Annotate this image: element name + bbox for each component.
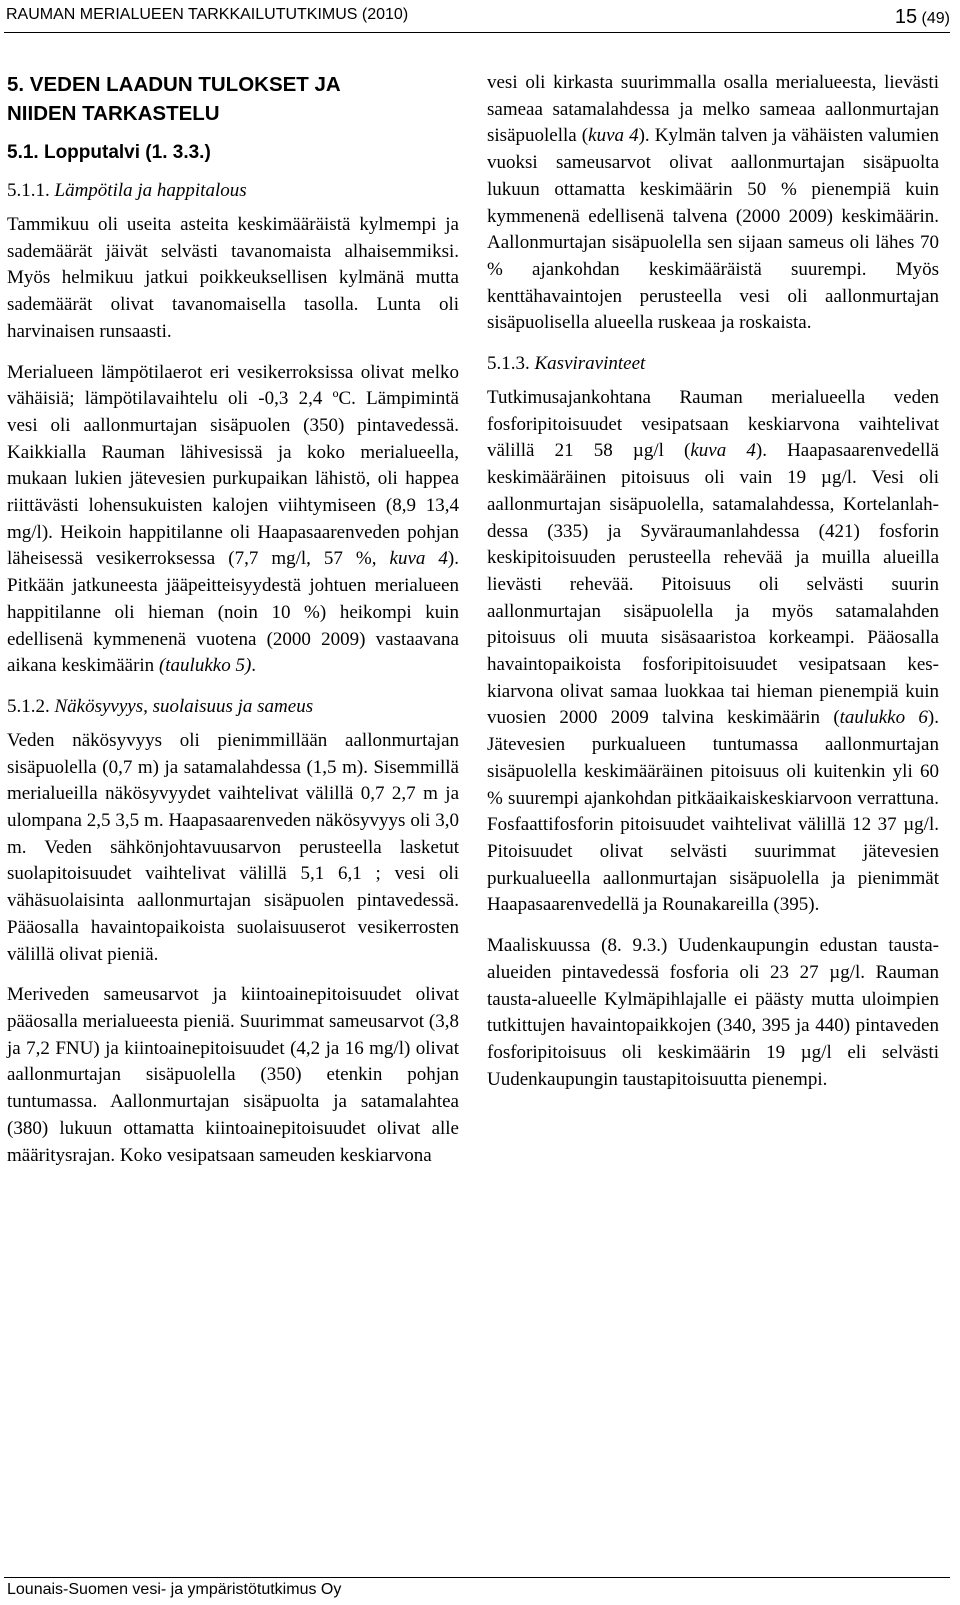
text-run: Merialueen lämpötilaerot eri vesikerroksissa olivat melko vähäisiä; lämpötilavaihtelu oli -0,3 2,4 ºC. Lämpimintä vesi oli aallonmurtajan sisäpuolen (350) pintavedessä. Kaikkialla Rauman lähivesissä ja koko merialueella, mukaan lukien jätevesien purkupaikan lähistö, oli happea riittävästi lohensukuisten kalojen viihtymiseen (8,9 13,4 mg/l). Heikoin happitilanne oli Haapasaarenveden pohjan läheisessä vesikerroksessa (7,7 mg/l, 57 %, — [7, 361, 459, 570]
table-reference: taulukko 6 — [839, 707, 928, 729]
text-run: . — [251, 655, 257, 677]
subsubsection-heading-512 — [7, 694, 459, 720]
figure-reference: kuva 4 — [690, 440, 756, 462]
heading-title: Näkösyvyys, suolaisuus ja sameus — [54, 695, 314, 717]
footer-rule — [4, 1577, 950, 1578]
text-run: ). Kylmän talven ja vähäisten valumien vuoksi sameusarvot olivat aallonmurtajan sisäpuolta lukuun ottamatta keskimäärin 50 % pienempiä kuin kymmenenä edellisenä talvena (2000 2009) keskimäärin. Aallonmurtajan sisäpuolella sen sijaan sameus oli lähes 70 % ajankohdan keskimääräistä suurempi. Myös kenttähavaintojen perusteella vesi oli aallonmurtajan sisäpuolisella alueella ruskeaa ja roskaista. — [487, 125, 939, 334]
section-heading-line1: 5. VEDEN LAADUN TULOKSET JA — [7, 73, 341, 96]
header-page — [895, 6, 950, 29]
heading-title: Kasviravinteet — [534, 353, 646, 375]
left-column — [7, 70, 459, 1183]
section-heading — [7, 70, 459, 128]
header-rule — [4, 32, 950, 33]
right-column — [487, 70, 939, 1107]
subsubsection-heading-511 — [7, 178, 459, 204]
figure-reference: kuva 4 — [389, 548, 448, 570]
heading-number: 5.1.1. — [7, 180, 50, 201]
paragraph-oxygen — [7, 360, 459, 680]
subsection-heading: 5.1. Lopputalvi (1. 3.3.) — [7, 142, 211, 163]
text-run: ). Jätevesien purkualueen tuntumassa aallonmurtajan sisäpuolella keskimääräinen pitoisuus oli kuitenkin yli 60 % suurempi ajankohdan pitkäaikaiskeskiarvoon verrattuna. Fosfaattifosforin pitoisuudet vaihtelivat välillä 12 37 µg/l. Pitoisuudet olivat selvästi suurimmat jätevesien purkualueella aallonmurtajan sisäpuolella ja pienimmät Haapasaarenvedellä ja Rounakareilla (395). — [487, 707, 939, 916]
text-run: ). Pitkään jatkuneesta jääpeitteisyydestä johtuen merialueen happitilanne oli hieman (noin 10 %) heikompi kuin edellisenä kymmenenä vuotena (2000 2009) vastaavana aikana keskimäärin — [7, 548, 459, 677]
paragraph-march: Maaliskuussa (8. 9.3.) Uudenkaupungin edustan tausta-alueiden pintavedessä fosforia oli 23 27 µg/l. Rauman tausta-alueelle Kylmäpihlajalle ei päästy mutta uloimpien tutkittujen havaintopaikkojen (340, 395 ja 440) pintaveden fosforipitoisuus oli keskimäärin 19 µg/l eli selvästi Uudenkaupungin taustapitoisuutta pienempi. — [487, 935, 939, 1090]
paragraph-turbidity: Meriveden sameusarvot ja kiintoainepitoisuudet olivat pääosalla merialueesta pieniä. Suurimmat sameusarvot (3,8 ja 7,2 FNU) ja kiintoainepitoisuudet (4,2 ja 16 mg/l) olivat aallonmurtajan sisäpuolella (350) etenkin pohjan tuntumassa. Aallonmurtajan sisäpuolta ja satamalahtea (380) lukuun ottamatta kiintoainepitoisuudet olivat alle määritysrajan. Koko vesipatsaan sameuden keskiarvona — [7, 984, 459, 1166]
text-run: Tutkimusajankohtana Rauman merialueella veden fosforipitoisuudet vesipatsaan keskiarvona vaihtelivat välillä 21 58 µg/l ( — [487, 387, 939, 462]
header-title: RAUMAN MERIALUEEN TARKKAILUTUTKIMUS (2010) — [6, 6, 409, 23]
page-number: 15 — [894, 6, 918, 28]
paragraph-visibility: Veden näkösyvyys oli pienimmillään aallonmurtajan sisäpuolella (0,7 m) ja satamalahdessa (1,5 m). Sisemmillä merialueilla näkösyvyydet vaihtelivat välillä 0,7 2,7 m ja ulompana 2,5 3,5 m. Haapasaarenveden näkösyvyys oli 3,0 m. Veden sähkönjohtavuusarvon perusteella lasketut suolapitoisuudet vaihtelivat välillä 5,1 6,1 ; vesi oli vähäsuolaisinta aallonmurtajan sisäpuolen pintavedessä. Pääosalla havaintopaikoista suolaisuuserot vesikerrosten välillä olivat pieniä. — [7, 729, 459, 965]
text-run: ). Haapasaarenvedellä keskimääräinen pitoisuus oli vain 19 µg/l. Vesi oli aallonmurtajan sisäpuolella, satamalahdessa, Kortelanlahdessa (335) ja Syväraumanlahdessa (421) fosforin keskipitoisuuden perusteella rehevää ja muilla alueilla lievästi rehevää. Pitoisuus oli selvästi suurin aallonmurtajan sisäpuolella ja myös satamalahden pitoisuus oli muuta sisäsaaristoa korkeampi. Pääosalla havaintopaikoista fosforipitoisuudet vesipatsaan keskiarvona olivat samaa luokkaa tai hieman pienempiä kuin vuosien 2000 2009 talvina keskimäärin ( — [487, 440, 939, 729]
figure-reference: kuva 4 — [588, 125, 639, 147]
heading-number: 5.1.2. — [7, 695, 50, 717]
footer-organization: Lounais-Suomen vesi- ja ympäristötutkimus Oy — [7, 1581, 342, 1598]
heading-title: Lämpötila ja happitalous — [54, 180, 247, 201]
table-reference: (taulukko 5) — [158, 655, 252, 677]
subsubsection-heading-513 — [487, 351, 939, 377]
paragraph-nutrients — [487, 385, 939, 919]
running-header — [6, 6, 950, 30]
heading-number: 5.1.3. — [487, 353, 530, 375]
paragraph-temperature: Tammikuu oli useita asteita keskimääräistä kylmempi ja sademäärät jäivät selvästi tavanomaista alhaisemmiksi. Myös helmikuu jatkui poikkeuksellisen kylmänä mutta sademäärät olivat tavanomaisella tasolla. Lunta oli harvinaisen runsaasti. — [7, 214, 459, 342]
section-heading-line2: NIIDEN TARKASTELU — [7, 102, 220, 125]
text-run: vesi oli kirkasta suurimmalla osalla merialueesta, lievästi sameaa satamalahdessa ja melko sameaa aallonmurtajan sisäpuolella ( — [487, 72, 939, 147]
paragraph-turbidity-cont — [487, 70, 939, 337]
page-total: (49) — [921, 10, 950, 27]
